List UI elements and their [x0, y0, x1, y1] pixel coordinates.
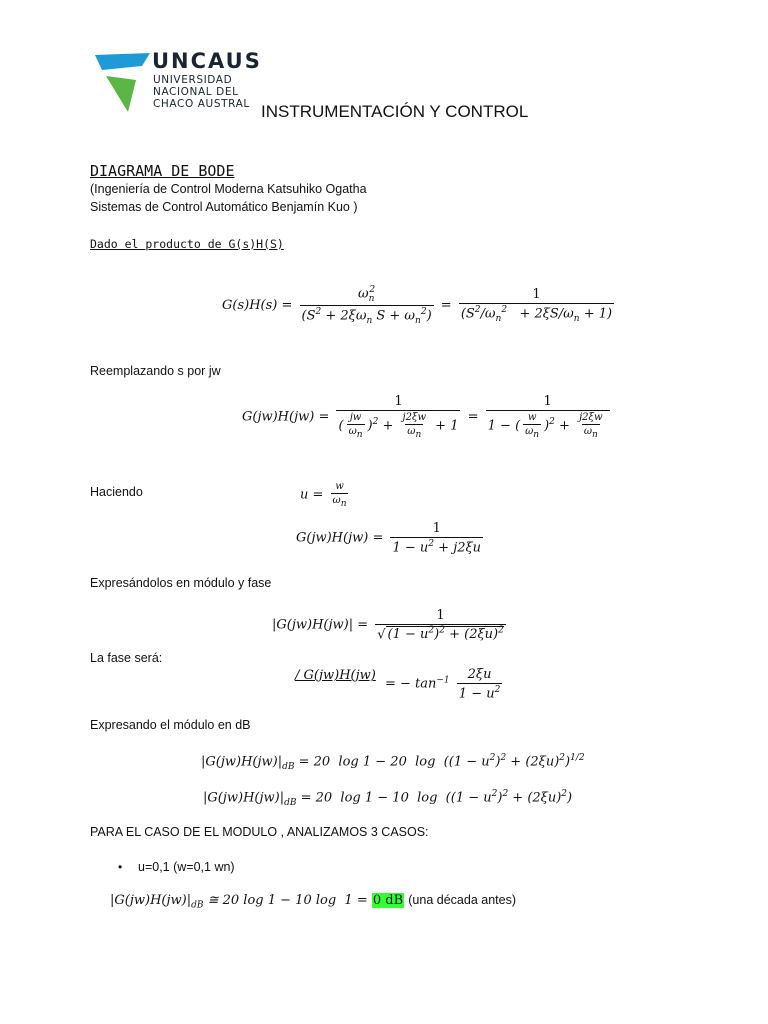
- decade-note: (una década antes): [408, 893, 516, 907]
- bullet-dot: •: [118, 860, 123, 874]
- equation-case-1: $|G(jw)H(jw)|_{dB}$ ≅ 20 log 1 − 10 log 1 = 0 dB (una década antes): [110, 893, 516, 911]
- db-label: Expresando el módulo en dB: [90, 718, 251, 732]
- phase-label: La fase será:: [90, 651, 163, 665]
- zero-db-highlight: 0 dB: [372, 893, 404, 908]
- page-title: DIAGRAMA DE BODE: [90, 162, 235, 180]
- module-phase-label: Expresándolos en módulo y fase: [90, 576, 272, 590]
- logo-line-3: CHACO AUSTRAL: [153, 98, 250, 110]
- logo-mark-icon: [92, 50, 152, 120]
- equation-phase: / G(jw)H(jw) = − $\tan^{-1}$ $\frac{2\xi u}{1 - u^2}$: [295, 667, 501, 702]
- equation-u-form: G(jw)H(jw) = $\frac{1}{1 - u^2 + j2\xi u}$: [296, 521, 482, 556]
- reference-line-1: (Ingeniería de Control Moderna Katsuhiko Ogatha: [90, 182, 367, 196]
- equation-db-2: $|G(jw)H(jw)|_{dB} = 20$ log 1 − 10 $\log ((1 - u^2)^2 + (2\xi u)^2)$: [203, 789, 573, 808]
- given-statement: Dado el producto de G(s)H(S): [90, 237, 284, 251]
- course-title: INSTRUMENTACIÓN Y CONTROL: [261, 102, 529, 121]
- reference-line-2: Sistemas de Control Automático Benjamín Kuo ): [90, 200, 358, 214]
- replace-label: Reemplazando s por jw: [90, 364, 221, 378]
- logo-subtitle: [153, 74, 250, 110]
- equation-module: |G(jw)H(jw)| = $\frac{1}{√ (1 - u^2)^2 + (2\xi u)^2}$: [272, 608, 504, 643]
- case-1-label: u=0,1 (w=0,1 wn): [138, 860, 235, 874]
- equation-transfer-function: G(s)H(s) = $\frac{\omega_n^2}{(S^2 + 2\xi\omega_n S + \omega_n^2)}$ = $\frac{1}{(S^2/\omega_n^2 + 2\xi S/\omega_n + 1)}$: [222, 285, 613, 326]
- haciendo-label: Haciendo: [90, 485, 143, 499]
- logo-name: UNCAUS: [152, 49, 262, 73]
- equation-db-1: $|G(jw)H(jw)|_{dB} = 20$ log 1 − 20 $\log ((1 - u^2)^2 + (2\xi u)^2)^{1/2}$: [201, 753, 585, 772]
- equation-frequency-response: G(jw)H(jw) = 1 ( $\frac{jw}{\omega n}$ )$^2$ + $\frac{j2\xi w}{\omega n}$ + 1 = 1 1 − ( $\frac{w}{\omega n}$ )$^2$ + $\frac{j2\xi w}{\omega n}$: [242, 394, 613, 440]
- equation-u-definition: u = $\frac{w}{\omega n}$: [300, 481, 347, 509]
- cases-heading: PARA EL CASO DE EL MODULO , ANALIZAMOS 3 CASOS:: [90, 825, 429, 839]
- logo-line-2: NACIONAL DEL: [153, 86, 239, 98]
- logo-line-1: UNIVERSIDAD: [153, 74, 233, 86]
